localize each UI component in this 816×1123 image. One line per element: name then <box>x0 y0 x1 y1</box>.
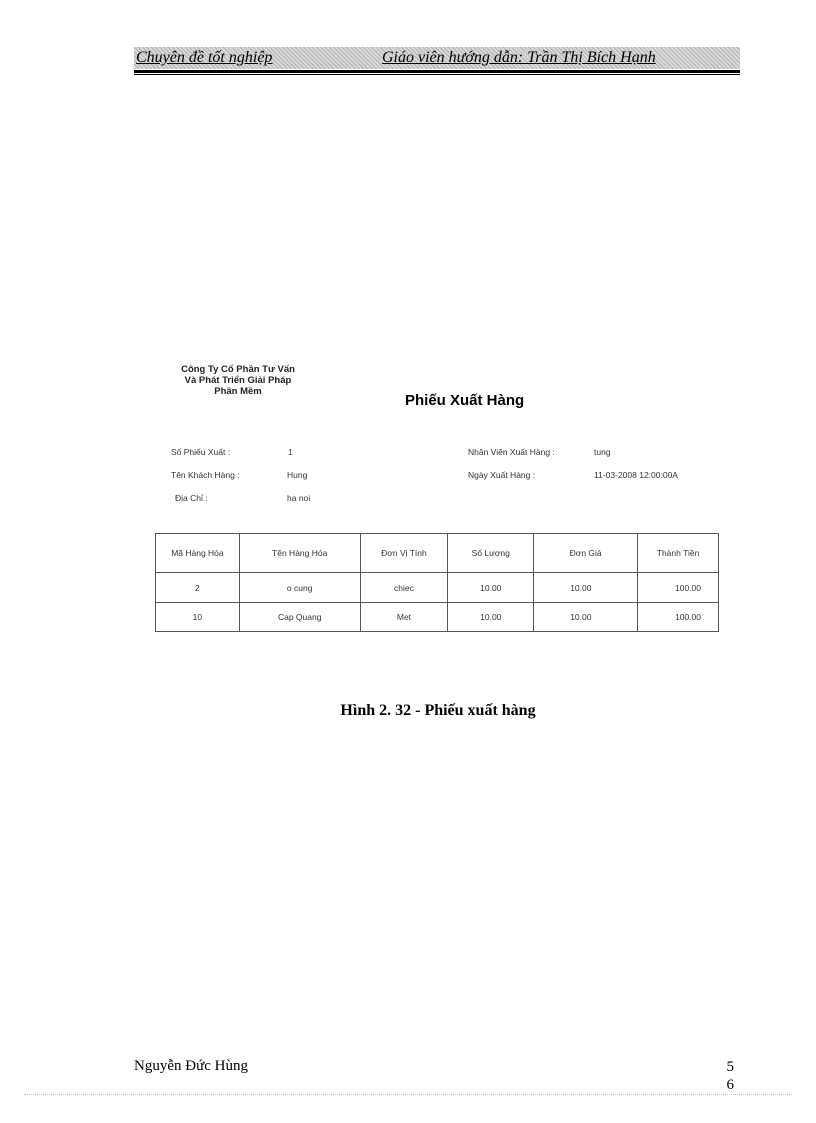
column-header: Tên Hàng Hóa <box>239 534 360 573</box>
export-receipt-figure <box>150 360 730 650</box>
table-row <box>156 573 719 603</box>
table-cell: Met <box>360 603 448 632</box>
table-cell: o cung <box>239 573 360 603</box>
header-rule <box>134 70 740 73</box>
table-cell: 100.00 <box>638 603 719 632</box>
table-row <box>156 603 719 632</box>
column-header: Thành Tiền <box>638 534 719 573</box>
table-cell: Cap Quang <box>239 603 360 632</box>
table-cell: 10.00 <box>534 603 638 632</box>
address-value: ha noi <box>287 493 311 503</box>
page-header <box>134 47 740 69</box>
company-name-line: Phần Mềm <box>214 386 262 397</box>
report-title: Phiếu Xuất Hàng <box>405 392 525 409</box>
staff-label: Nhân Viên Xuất Hàng : <box>468 447 555 457</box>
table-cell: 2 <box>156 573 240 603</box>
header-thesis-title: Chuyên đề tốt nghiệp <box>136 49 273 66</box>
footer-author: Nguyễn Đức Hùng <box>134 1058 248 1074</box>
company-name <box>168 364 308 397</box>
column-header: Số Lượng <box>448 534 534 573</box>
figure-caption: Hình 2. 32 - Phiếu xuất hàng <box>340 702 536 719</box>
address-label: Địa Chỉ : <box>175 493 208 503</box>
customer-name-value: Hung <box>287 470 308 480</box>
table-cell: 10 <box>156 603 240 632</box>
receipt-number-label: Số Phiếu Xuất : <box>171 447 231 457</box>
header-rule-thin <box>134 74 740 75</box>
page-number-digit: 6 <box>726 1077 734 1093</box>
staff-value: tung <box>594 447 611 457</box>
column-header: Mã Hàng Hóa <box>156 534 240 573</box>
column-header: Đơn Giá <box>534 534 638 573</box>
export-date-value: 11-03-2008 12:00:00A <box>594 470 678 480</box>
table-cell: 100.00 <box>638 573 719 603</box>
items-table <box>155 533 719 632</box>
page-bottom-border <box>24 1094 792 1095</box>
company-name-line: Và Phát Triển Giải Pháp <box>184 375 292 386</box>
table-header-row <box>156 534 719 573</box>
export-date-label: Ngày Xuất Hàng : <box>468 470 536 480</box>
table-cell: 10.00 <box>534 573 638 603</box>
customer-name-label: Tên Khách Hàng : <box>171 470 240 480</box>
page-number-digit: 5 <box>726 1059 734 1075</box>
receipt-number-value: 1 <box>288 447 293 457</box>
column-header: Đơn Vị Tính <box>360 534 448 573</box>
header-advisor: Giáo viên hướng dẫn: Trần Thị Bích Hạnh <box>382 49 656 66</box>
table-cell: 10.00 <box>448 573 534 603</box>
table-cell: chiec <box>360 573 448 603</box>
company-name-line: Công Ty Cổ Phần Tư Vấn <box>181 364 295 375</box>
page-number <box>722 1058 734 1094</box>
table-cell: 10.00 <box>448 603 534 632</box>
